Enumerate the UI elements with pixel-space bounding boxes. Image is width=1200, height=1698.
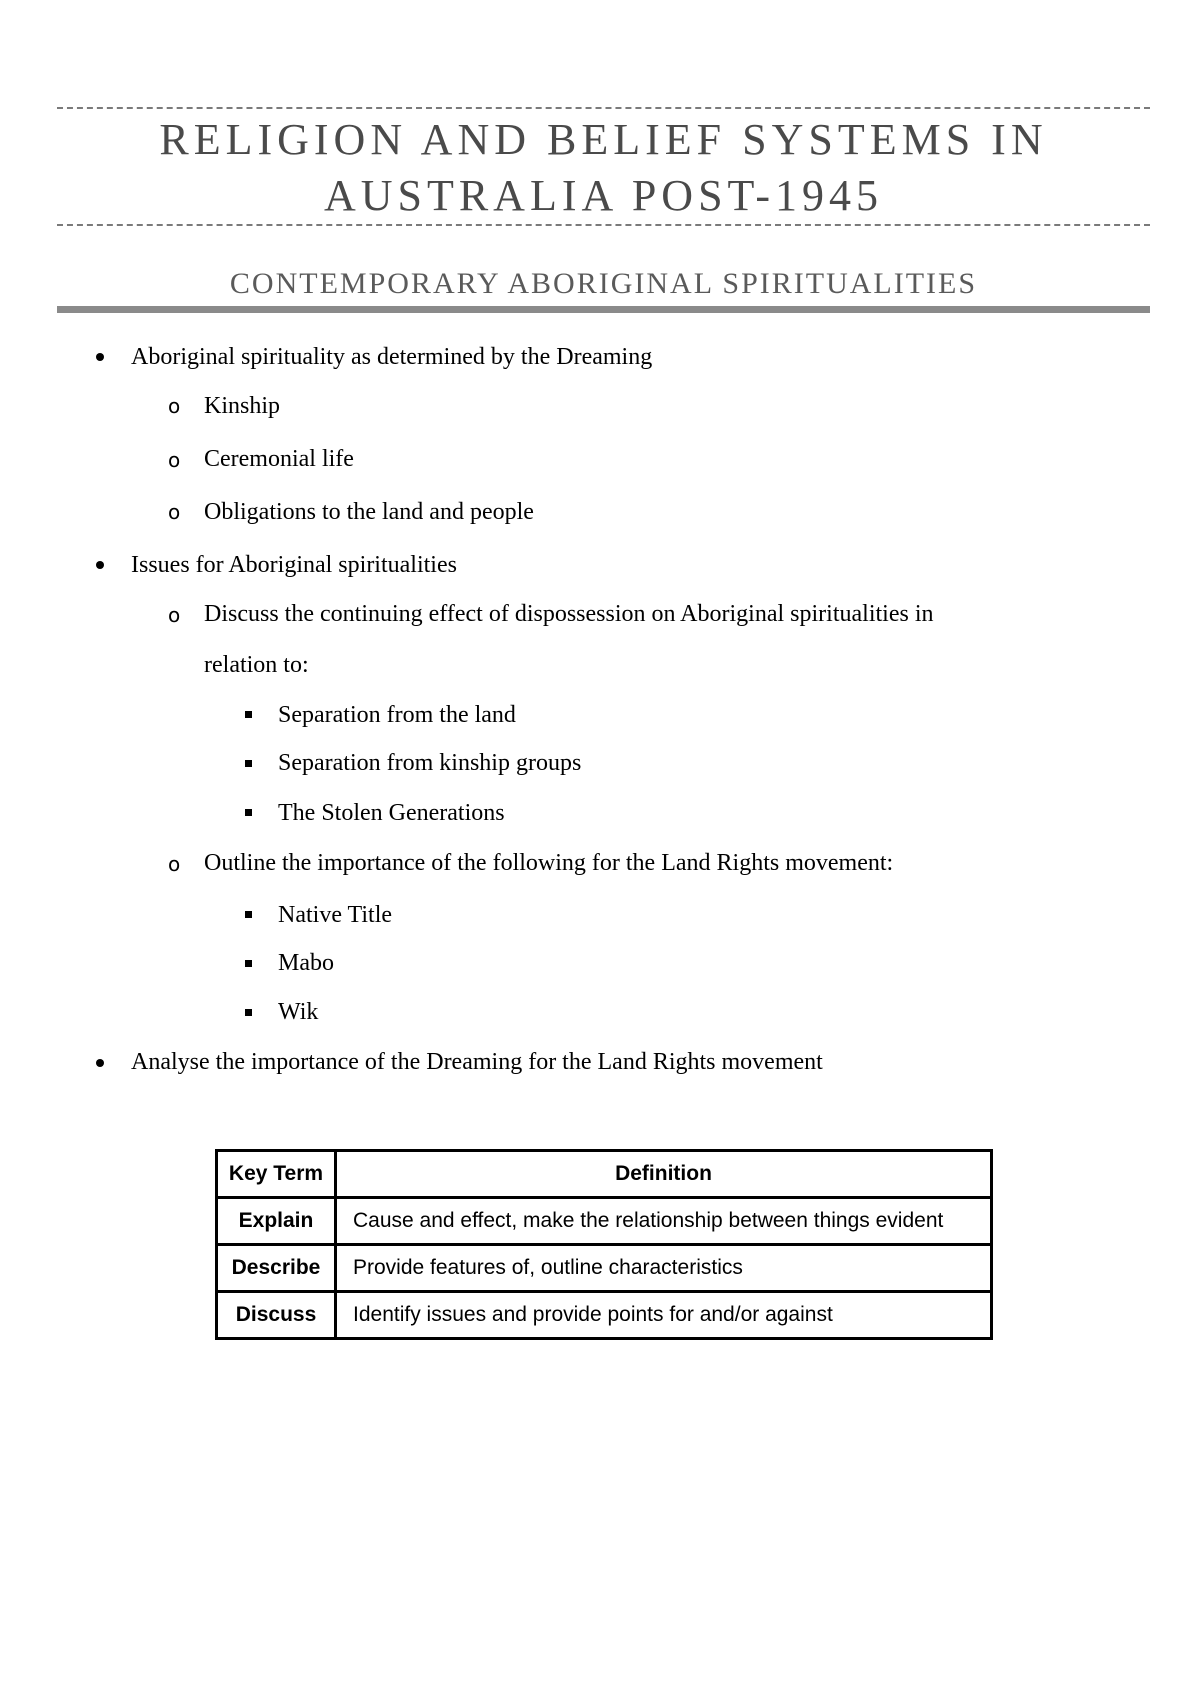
outline-item-2-sub-1-c: The Stolen Generations: [278, 800, 505, 826]
section-heading: CONTEMPORARY ABORIGINAL SPIRITUALITIES: [229, 267, 978, 300]
table-row: [217, 1292, 992, 1339]
square-bullet-icon: [245, 760, 252, 767]
table-cell-term: Describe: [217, 1245, 336, 1292]
square-bullet-icon: [245, 711, 252, 718]
bullet-icon: [96, 561, 104, 569]
circle-bullet-icon: o: [168, 603, 181, 627]
table-cell-definition: Provide features of, outline characteristics: [336, 1245, 992, 1292]
outline-item-1: Aboriginal spirituality as determined by the Dreaming: [131, 344, 653, 370]
bullet-icon: [96, 1059, 104, 1067]
table-header-row: [217, 1151, 992, 1198]
circle-bullet-icon: o: [168, 448, 181, 472]
outline-item-1-sub-2: Ceremonial life: [204, 446, 354, 472]
outline-item-2-sub-1-line-1: Discuss the continuing effect of dispossession on Aboriginal spiritualities in: [204, 601, 934, 627]
table-cell-term: Explain: [217, 1198, 336, 1245]
table-cell-definition: Identify issues and provide points for and/or against: [336, 1292, 992, 1339]
outline-item-2-sub-1-a: Separation from the land: [278, 702, 516, 728]
outline-item-2-sub-2-c: Wik: [278, 999, 319, 1025]
bullet-icon: [96, 353, 104, 361]
table-row: [217, 1245, 992, 1292]
outline-item-2-sub-1-line-2: relation to:: [204, 652, 309, 678]
circle-bullet-icon: o: [168, 500, 181, 524]
key-terms-table: [215, 1149, 993, 1340]
table-row: [217, 1198, 992, 1245]
title-bottom-rule: [57, 224, 1150, 226]
circle-bullet-icon: o: [168, 394, 181, 418]
section-heading-underline: [57, 306, 1150, 313]
outline-item-3: Analyse the importance of the Dreaming for the Land Rights movement: [131, 1049, 823, 1075]
outline-item-2-sub-2: Outline the importance of the following for the Land Rights movement:: [204, 850, 894, 876]
outline-item-1-sub-1: Kinship: [204, 393, 281, 419]
document-title: [57, 112, 1150, 224]
outline-item-2: Issues for Aboriginal spiritualities: [131, 552, 457, 578]
title-top-rule: [57, 107, 1150, 109]
outline-item-2-sub-2-b: Mabo: [278, 950, 334, 976]
outline-item-1-sub-3: Obligations to the land and people: [204, 499, 534, 525]
column-header-key-term: Key Term: [217, 1151, 336, 1198]
square-bullet-icon: [245, 911, 252, 918]
column-header-definition: Definition: [336, 1151, 992, 1198]
table-cell-definition: Cause and effect, make the relationship between things evident: [336, 1198, 992, 1245]
table-cell-term: Discuss: [217, 1292, 336, 1339]
square-bullet-icon: [245, 809, 252, 816]
square-bullet-icon: [245, 1009, 252, 1016]
title-line-2: AUSTRALIA POST-1945: [323, 171, 884, 220]
title-line-1: RELIGION AND BELIEF SYSTEMS IN: [159, 115, 1048, 164]
outline-item-2-sub-2-a: Native Title: [278, 902, 393, 928]
outline-item-2-sub-1-b: Separation from kinship groups: [278, 750, 582, 776]
square-bullet-icon: [245, 960, 252, 967]
circle-bullet-icon: o: [168, 852, 181, 876]
